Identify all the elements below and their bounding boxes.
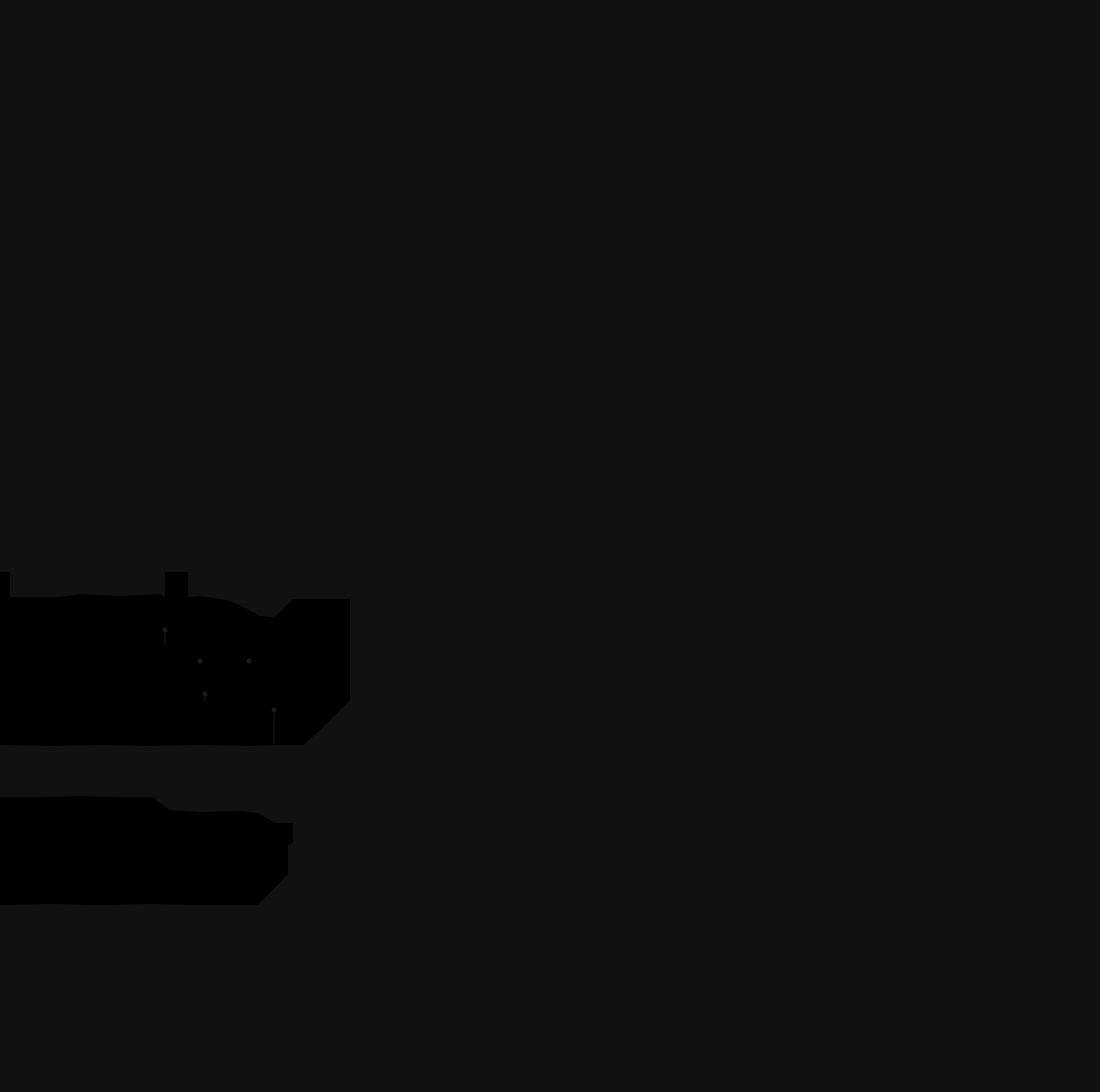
upper-silhouette-platform: [0, 572, 350, 746]
lower-silhouette-platform: [0, 796, 293, 905]
tower-chimney: [165, 572, 188, 600]
lamp-post-icon: [198, 659, 202, 663]
lamp-post-icon: [247, 659, 251, 663]
